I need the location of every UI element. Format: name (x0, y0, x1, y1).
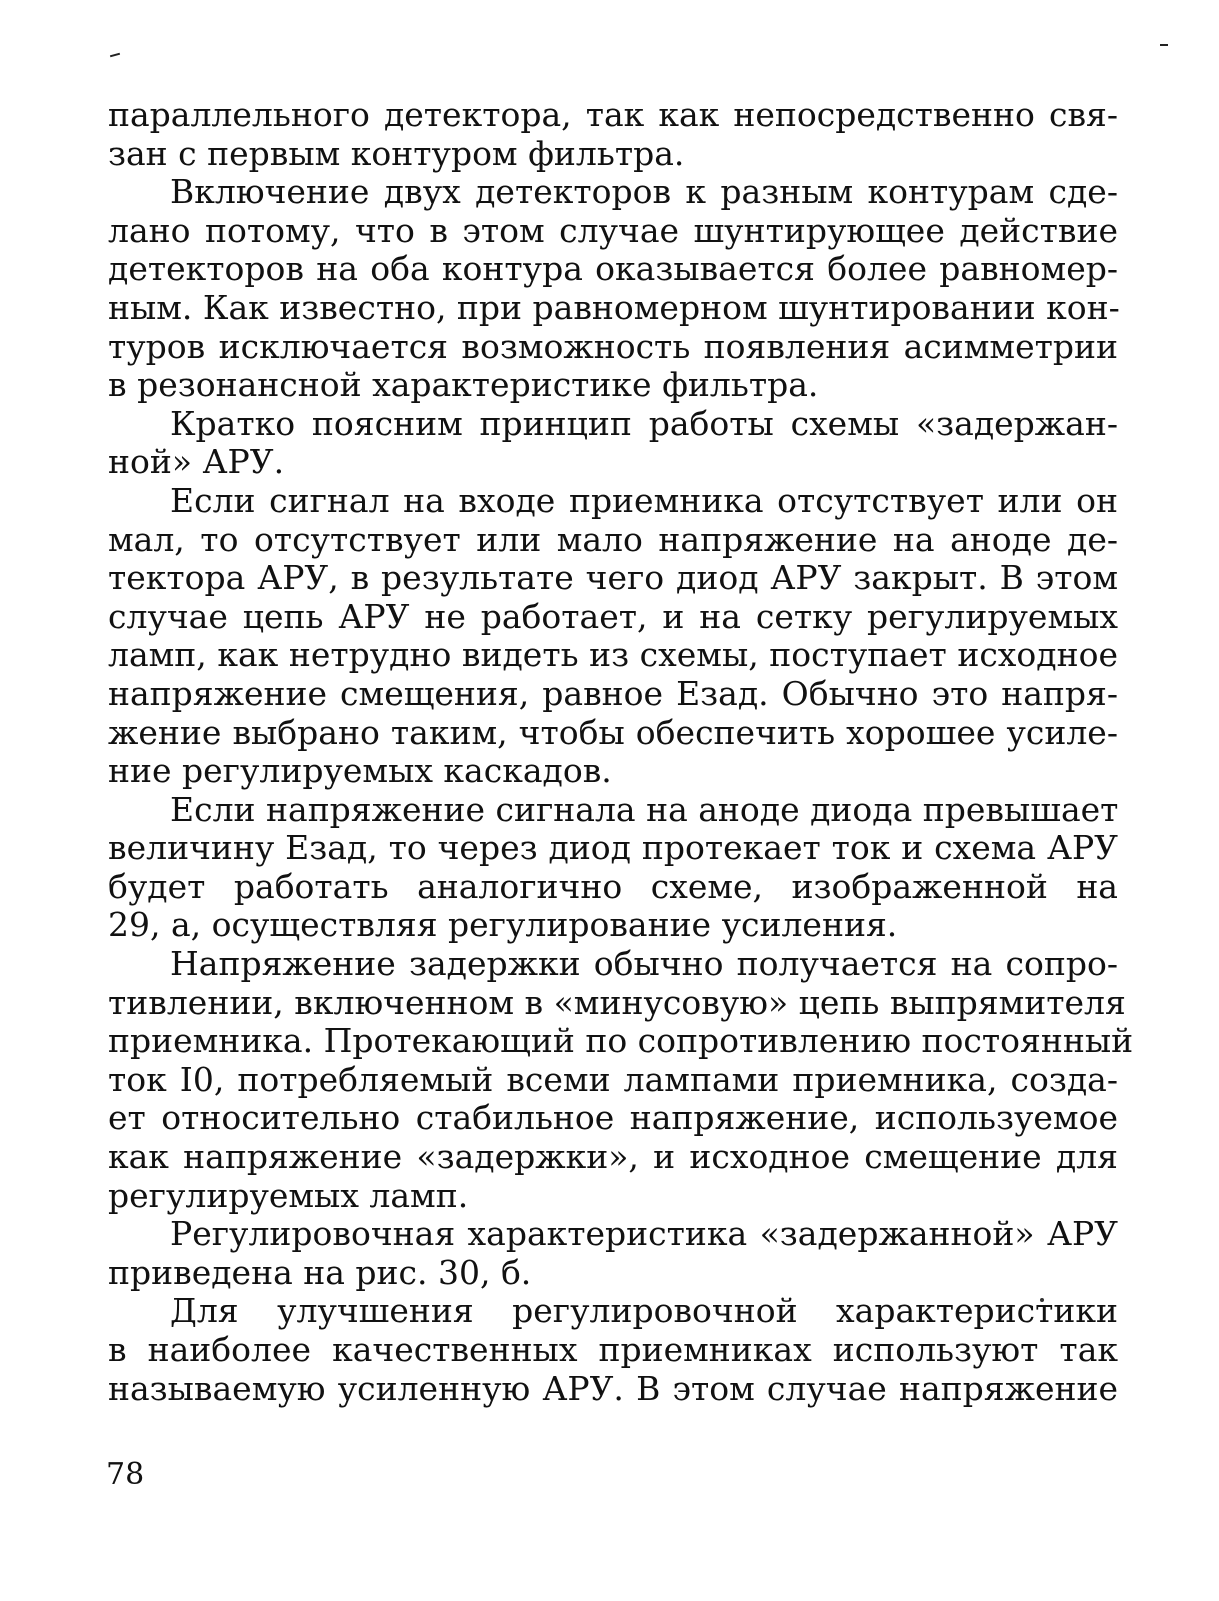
text-line: приведена на рис. 30, б. (108, 1252, 532, 1292)
text-line: ток I0, потребляемый всеми лампами приемника, созда- (108, 1059, 1118, 1099)
text-line: ным. Как известно, при равномерном шунтировании кон- (108, 287, 1120, 327)
text-line: туров исключается возможность появления асимметрии (108, 326, 1118, 366)
scan-mark (110, 53, 120, 58)
text-line: Включение двух детекторов к разным контурам сде- (170, 172, 1118, 212)
text-line: Регулировочная характеристика «задержанной» АРУ (170, 1214, 1118, 1254)
text-line: как напряжение «задержки», и исходное смещение для (108, 1137, 1118, 1177)
text-line: Если сигнал на входе приемника отсутствует или он (170, 480, 1118, 520)
text-line: напряжение смещения, равное Eзад. Обычно это напря- (108, 673, 1118, 713)
text-line: жение выбрано таким, чтобы обеспечить хорошее усиле- (108, 712, 1118, 752)
text-line: тектора АРУ, в результате чего диод АРУ закрыт. В этом (108, 558, 1118, 598)
text-line: в наиболее качественных приемниках используют так (108, 1330, 1118, 1369)
text-line: случае цепь АРУ не работает, и на сетку регулируемых (108, 596, 1118, 636)
text-line: ет относительно стабильное напряжение, используемое (108, 1098, 1118, 1138)
text-line: будет работать аналогично схеме, изображенной на (108, 866, 1118, 906)
text-line: мал, то отсутствует или мало напряжение на аноде де- (108, 519, 1118, 559)
text-line: зан с первым контуром фильтра. (108, 133, 685, 173)
scan-mark (1160, 44, 1168, 46)
text-line: Для улучшения регулировочной характеристики (170, 1291, 1118, 1331)
text-line: ние регулируемых каскадов. (108, 751, 612, 791)
text-line: Если напряжение сигнала на аноде диода превышает (170, 789, 1119, 829)
page-body (108, 95, 1134, 1408)
text-line: Кратко поясним принцип работы схемы «задержан- (170, 403, 1118, 443)
text-line: величину Eзад, то через диод протекает ток и схема АРУ (108, 828, 1118, 868)
text-line: 29, а, осуществляя регулирование усиления. (108, 905, 898, 945)
text-line: регулируемых ламп. (108, 1175, 469, 1215)
text-line: лано потому, что в этом случае шунтирующее действие (108, 210, 1118, 250)
text-line: тивлении, включенном в «минусовую» цепь выпрямителя (108, 982, 1126, 1022)
text-line: ной» АРУ. (108, 442, 285, 482)
text-line: в резонансной характеристике фильтра. (108, 365, 819, 405)
text-line: называемую усиленную АРУ. В этом случае напряжение (108, 1368, 1118, 1408)
text-line: Напряжение задержки обычно получается на сопро- (170, 944, 1118, 984)
text-line: детекторов на оба контура оказывается более равномер- (108, 249, 1118, 289)
text-line: приемника. Протекающий по сопротивлению постоянный (108, 1021, 1134, 1061)
text-line: параллельного детектора, так как непосредственно свя- (108, 95, 1118, 134)
page-number: 78 (106, 1457, 145, 1492)
text-line: ламп, как нетрудно видеть из схемы, поступает исходное (108, 635, 1118, 675)
